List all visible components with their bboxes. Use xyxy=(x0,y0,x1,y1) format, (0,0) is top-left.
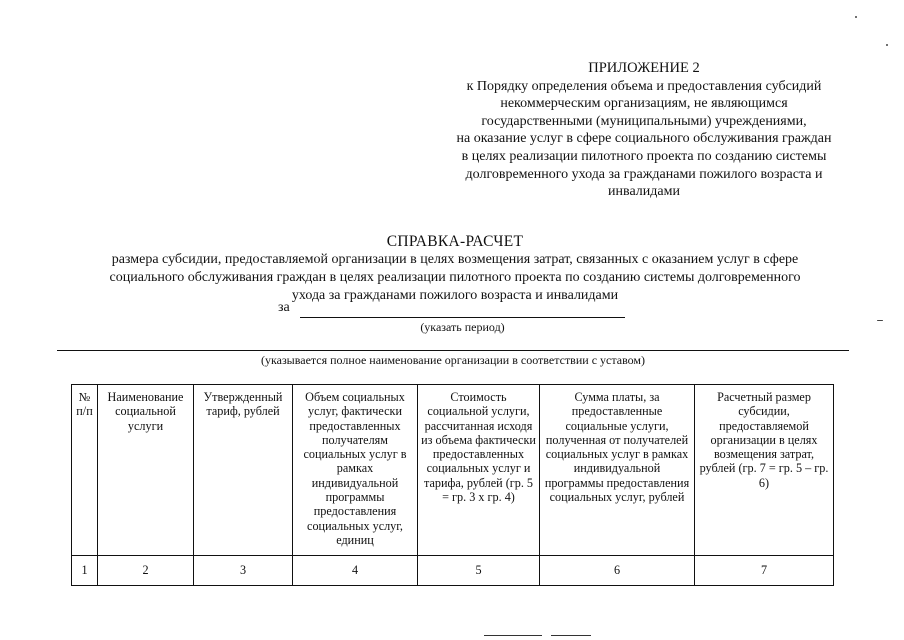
column-header: Наименование социальной услуги xyxy=(98,385,194,556)
scan-speck xyxy=(877,320,883,321)
appendix-line: долговременного ухода за гражданами пожилого возраста и xyxy=(465,166,823,182)
column-header: Расчетный размер субсидии, предоставляемой организации в целях возмещения затрат, рублей (гр. 7 = гр. 5 – гр. 6) xyxy=(695,385,834,556)
scan-speck xyxy=(855,16,857,18)
column-header: № п/п xyxy=(72,385,98,556)
column-header: Стоимость социальной услуги, рассчитанная исходя из объема фактически предоставленных социальных услуг и тарифа, рублей (гр. 5 = гр. 3 х гр. 4) xyxy=(418,385,540,556)
document-subtitle-line: ухода за гражданами пожилого возраста и инвалидами xyxy=(291,288,619,303)
appendix-line: государственными (муниципальными) учреждениями, xyxy=(481,113,807,129)
column-number: 1 xyxy=(72,556,98,586)
appendix-line: к Порядку определения объема и предоставления субсидий xyxy=(466,78,822,94)
table-row xyxy=(72,556,834,586)
column-number: 6 xyxy=(540,556,695,586)
column-header: Сумма платы, за предоставленные социальные услуги, полученная от получателей социальных услуг в рамках индивидуальной программы предоставления социальных услуг, рублей xyxy=(540,385,695,556)
appendix-line: в целях реализации пилотного проекта по созданию системы xyxy=(461,148,827,164)
appendix-line: на оказание услуг в сфере социального обслуживания граждан xyxy=(456,131,832,147)
column-header: Объем социальных услуг, фактически предоставленных получателям социальных услуг в рамках индивидуальной программы предоставления социальных услуг, единиц xyxy=(293,385,418,556)
table-header-row xyxy=(72,385,834,556)
period-fill-line xyxy=(300,317,625,318)
page-edge-mark xyxy=(551,635,591,636)
document-subtitle-line: размера субсидии, предоставляемой организации в целях возмещения затрат, связанных с оказанием услуг в сфере xyxy=(111,252,799,267)
appendix-line: некоммерческим организациям, не являющимся xyxy=(500,96,788,112)
organization-hint: (указывается полное наименование организации в соответствии с уставом) xyxy=(260,353,646,367)
calculation-table xyxy=(71,384,834,586)
column-number: 5 xyxy=(418,556,540,586)
appendix-line: инвалидами xyxy=(608,184,680,200)
column-header: Утвержденный тариф, рублей xyxy=(194,385,293,556)
scan-speck xyxy=(886,44,888,46)
column-number: 7 xyxy=(695,556,834,586)
column-number: 3 xyxy=(194,556,293,586)
page-edge-mark xyxy=(484,635,542,636)
document-title: СПРАВКА-РАСЧЕТ xyxy=(386,233,524,250)
period-hint: (указать период) xyxy=(420,320,505,334)
period-prefix: за xyxy=(278,300,290,315)
document-heading xyxy=(70,233,840,305)
column-number: 2 xyxy=(98,556,194,586)
appendix-block xyxy=(420,60,868,201)
column-number: 4 xyxy=(293,556,418,586)
appendix-title: ПРИЛОЖЕНИЕ 2 xyxy=(588,60,700,76)
organization-fill-line xyxy=(57,350,849,351)
document-subtitle-line: социального обслуживания граждан в целях реализации пилотного проекта по созданию системы долговременного xyxy=(109,270,801,285)
